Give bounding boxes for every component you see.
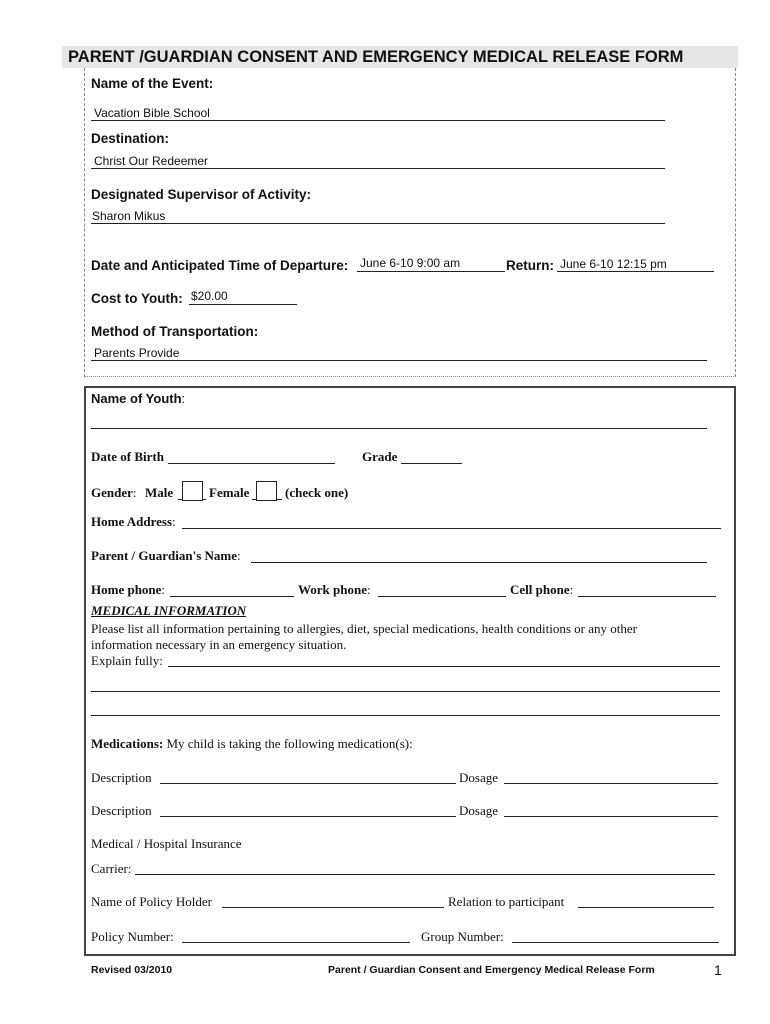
female-label: Female <box>209 485 250 500</box>
event-name-value[interactable]: Vacation Bible School <box>94 106 210 120</box>
dosage-1-line[interactable] <box>504 783 718 784</box>
youth-section <box>84 386 736 956</box>
description-1-line[interactable] <box>160 783 456 784</box>
group-number-label: Group Number: <box>421 929 504 944</box>
supervisor-line <box>91 223 665 224</box>
medical-info-heading: MEDICAL INFORMATION <box>91 603 247 618</box>
male-checkbox[interactable] <box>182 481 203 501</box>
cell-phone-line[interactable] <box>578 596 716 597</box>
dosage-1-label: Dosage <box>459 770 498 785</box>
event-name-line <box>91 120 665 121</box>
page-number: 1 <box>714 962 722 978</box>
dob-label: Date of Birth <box>91 449 164 464</box>
grade-label: Grade <box>362 449 398 464</box>
cell-phone-label: Cell phone: <box>510 582 574 597</box>
return-label: Return: <box>506 258 554 273</box>
female-checkbox[interactable] <box>256 481 277 501</box>
form-title: PARENT /GUARDIAN CONSENT AND EMERGENCY MEDICAL RELEASE FORM <box>62 46 738 68</box>
explain-line-2[interactable] <box>91 691 720 692</box>
cost-line <box>189 304 297 305</box>
event-name-label: Name of the Event: <box>91 76 214 91</box>
description-2-line[interactable] <box>160 816 456 817</box>
destination-value[interactable]: Christ Our Redeemer <box>94 154 209 168</box>
destination-line <box>91 168 665 169</box>
dob-line[interactable] <box>168 463 335 464</box>
dosage-2-line[interactable] <box>504 816 718 817</box>
medications-line: Medications: My child is taking the following medication(s): <box>91 736 413 751</box>
medical-instructions-line-2: information necessary in an emergency situation. <box>91 637 347 652</box>
explain-fully-label: Explain fully: <box>91 653 163 668</box>
explain-line-3[interactable] <box>91 715 720 716</box>
parent-name-line[interactable] <box>251 562 707 563</box>
home-phone-line[interactable] <box>170 596 294 597</box>
carrier-label: Carrier: <box>91 861 132 876</box>
supervisor-value[interactable]: Sharon Mikus <box>92 209 166 223</box>
transport-label: Method of Transportation: <box>91 324 259 339</box>
policy-holder-line[interactable] <box>222 907 444 908</box>
departure-label: Date and Anticipated Time of Departure: <box>91 258 349 273</box>
departure-line <box>357 271 505 272</box>
work-phone-line[interactable] <box>378 596 506 597</box>
description-1-label: Description <box>91 770 152 785</box>
explain-line-1[interactable] <box>168 666 720 667</box>
transport-value[interactable]: Parents Provide <box>94 346 180 360</box>
parent-name-label: Parent / Guardian's Name: <box>91 548 241 563</box>
grade-line[interactable] <box>401 463 462 464</box>
footer-form-name: Parent / Guardian Consent and Emergency Medical Release Form <box>328 964 655 976</box>
youth-name-label: Name of Youth: <box>91 391 186 406</box>
medical-instructions-line-1: Please list all information pertaining to allergies, diet, special medications, health conditions or any other <box>91 621 637 636</box>
work-phone-label: Work phone: <box>298 582 371 597</box>
group-number-line[interactable] <box>512 942 719 943</box>
cost-value[interactable]: $20.00 <box>191 289 228 303</box>
home-address-line[interactable] <box>182 528 721 529</box>
return-value[interactable]: June 6-10 12:15 pm <box>560 257 667 271</box>
transport-line <box>91 360 707 361</box>
policy-number-label: Policy Number: <box>91 929 174 944</box>
check-one-note: (check one) <box>285 485 349 500</box>
relation-line[interactable] <box>578 907 714 908</box>
cost-label: Cost to Youth: <box>91 291 183 306</box>
return-line <box>557 271 714 272</box>
carrier-line[interactable] <box>135 874 715 875</box>
policy-holder-label: Name of Policy Holder <box>91 894 212 909</box>
youth-name-line[interactable] <box>91 428 707 429</box>
destination-label: Destination: <box>91 131 170 146</box>
gender-label: Gender: <box>91 485 137 500</box>
revised-date: Revised 03/2010 <box>91 964 173 976</box>
departure-value[interactable]: June 6-10 9:00 am <box>360 256 461 270</box>
insurance-label: Medical / Hospital Insurance <box>91 836 242 851</box>
dosage-2-label: Dosage <box>459 803 498 818</box>
description-2-label: Description <box>91 803 152 818</box>
home-address-label: Home Address: <box>91 514 176 529</box>
supervisor-label: Designated Supervisor of Activity: <box>91 187 312 202</box>
relation-label: Relation to participant <box>448 894 565 909</box>
home-phone-label: Home phone: <box>91 582 166 597</box>
policy-number-line[interactable] <box>182 942 410 943</box>
male-label: Male <box>145 485 174 500</box>
